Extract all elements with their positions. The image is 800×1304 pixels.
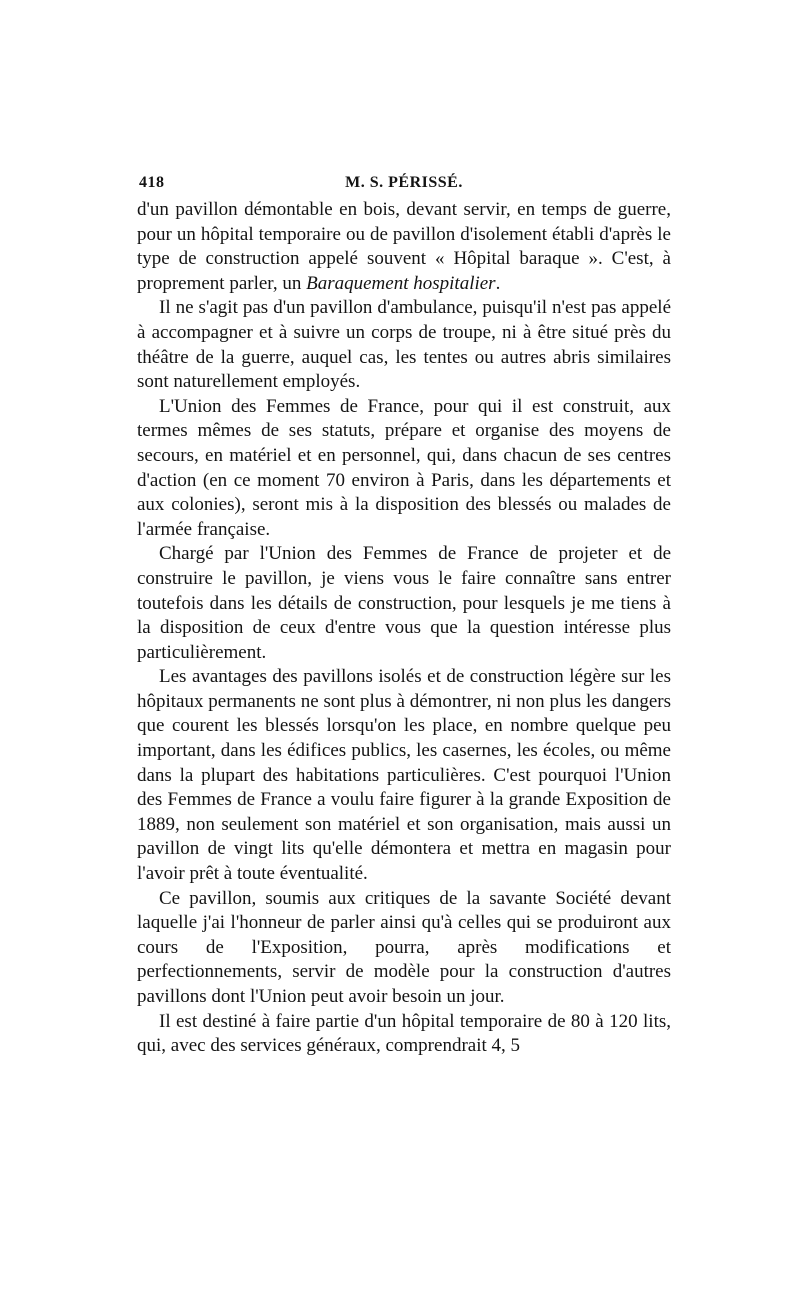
paragraph: Les avantages des pavillons isolés et de construction légère sur les hôpitaux permanents ne sont plus à démontrer, ni non plus les dangers que courent les blessés lorsqu'on les place, en nombre quelque peu important, dans les édifices publics, les casernes, les écoles, ou même dans la plupart des habitations particulières. C'est pourquoi l'Union des Femmes de France a voulu faire figurer à la grande Exposition de 1889, non seulement son matériel et son organisation, mais aussi un pavillon de vingt lits qu'elle démontera et mettra en magasin pour l'avoir prêt à toute éventualité. (137, 666, 671, 885)
paragraph-text: d'un pavillon démontable en bois, devant servir, en temps de guerre, pour un hôpital temporaire ou de pavillon d'isolement établi d'après le type de construction appelé souvent « Hôpital baraque ». C'est, à proprement parler, un (137, 199, 671, 294)
running-title: M. S. PÉRISSÉ. (345, 174, 463, 191)
running-head (137, 172, 671, 198)
emphasized-term: Baraquement hospitalier (306, 272, 496, 294)
page-number: 418 (139, 174, 165, 191)
paragraph: Chargé par l'Union des Femmes de France de projeter et de construire le pavillon, je viens vous le faire connaître sans entrer toutefois dans les détails de construction, pour lesquels je me tiens à la disposition de ceux d'entre vous que la question intéresse plus particulièrement. (137, 543, 671, 663)
paragraph: Il est destiné à faire partie d'un hôpital temporaire de 80 à 120 lits, qui, avec des services généraux, comprendrait 4, 5 (137, 1010, 671, 1057)
paragraph-text-end: . (495, 272, 501, 294)
paragraph-continued (137, 198, 671, 296)
document-page (137, 172, 671, 1059)
paragraph: Il ne s'agit pas d'un pavillon d'ambulance, puisqu'il n'est pas appelé à accompagner et à suivre un corps de troupe, ni à être situé près du théâtre de la guerre, auquel cas, les tentes ou autres abris similaires sont naturellement employés. (137, 297, 671, 393)
paragraph: Ce pavillon, soumis aux critiques de la savante Société devant laquelle j'ai l'honneur de parler ainsi qu'à celles qui se produiront aux cours de l'Exposition, pourra, après modifications et perfectionnements, servir de modèle pour la construction d'autres pavillons dont l'Union peut avoir besoin un jour. (137, 887, 671, 1007)
paragraph: L'Union des Femmes de France, pour qui il est construit, aux termes mêmes de ses statuts, prépare et organise des moyens de secours, en matériel et en personnel, qui, dans chacun de ses centres d'action (en ce moment 70 environ à Paris, dans les départements et aux colonies), seront mis à la disposition des blessés ou malades de l'armée française. (137, 395, 671, 540)
